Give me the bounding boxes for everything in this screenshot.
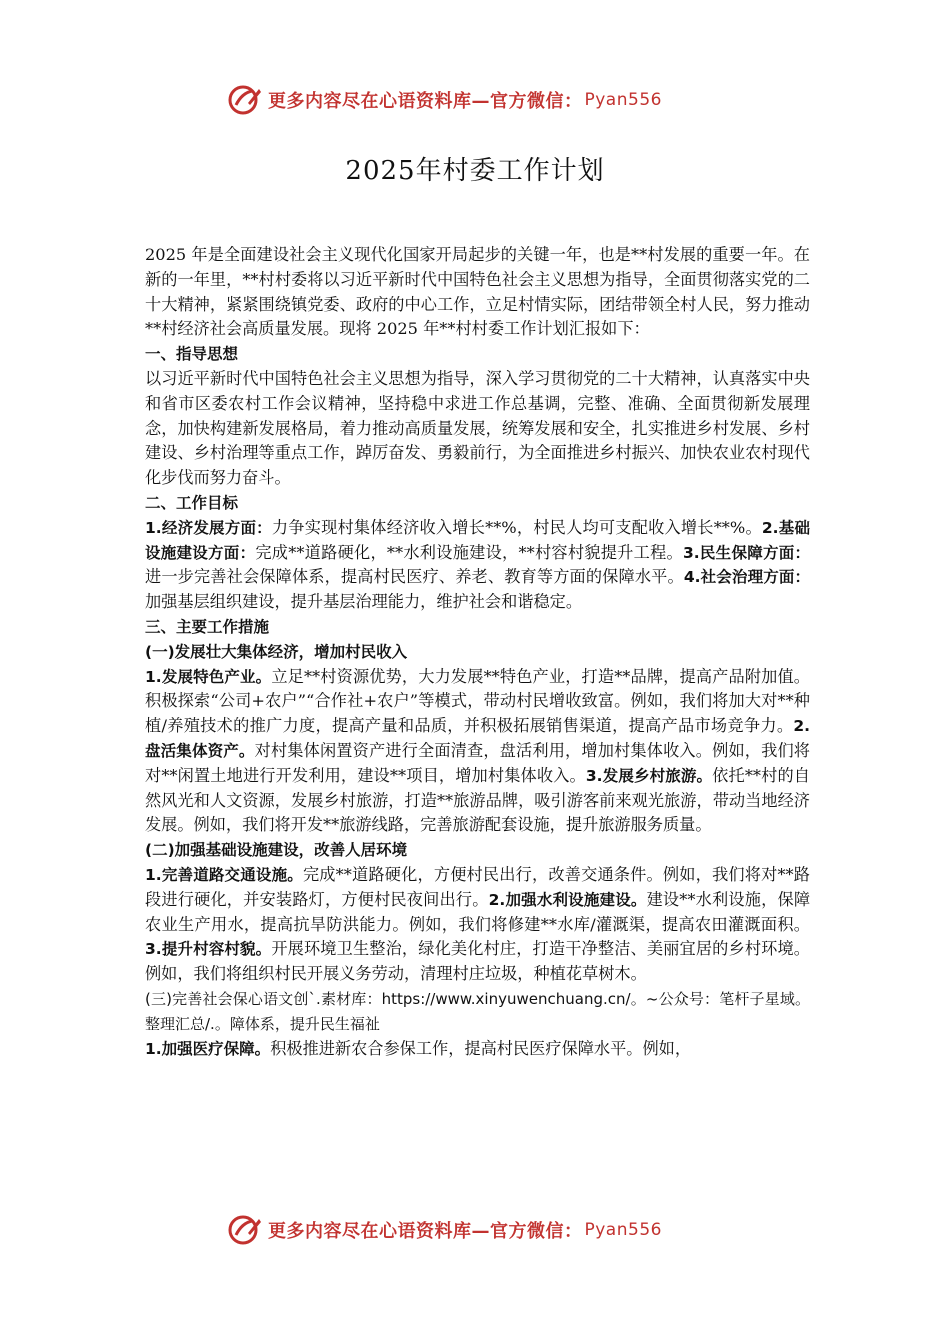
welfare-measures-paragraph: [145, 1037, 810, 1062]
economy-measures-paragraph: [145, 665, 810, 839]
subsection-heading-infrastructure: (二)加强基础设施建设，改善人居环境: [145, 841, 408, 860]
watermark-text: 更多内容尽在心语资料库—官方微信：: [268, 1221, 583, 1242]
goals-paragraph: [145, 516, 810, 615]
measure-tourism-label: 3.发展乡村旅游。: [585, 766, 713, 785]
goal-economy-text: 力争实现村集体经济收入增长**%，村民人均可支配收入增长**%。: [271, 517, 762, 537]
document-body: [145, 243, 810, 1061]
goal-infrastructure-label: 2.基础设施建设方面：: [145, 518, 810, 562]
infrastructure-measures-paragraph: [145, 863, 810, 987]
measure-roads-text: 完成**道路硬化，方便村民出行，改善交通条件。例如，我们将对**路段进行硬化，并安装路灯，方便村民夜间出行。: [145, 864, 810, 909]
watermark-footer: [228, 1210, 728, 1250]
goal-livelihood-text: 进一步完善社会保障体系，提高村民医疗、养老、教育等方面的保障水平。: [145, 567, 684, 587]
subsection-heading-welfare: [145, 987, 810, 1037]
welfare-heading-suffix: 。~公众号：笔杆子星域。整理汇总/.。障体系，提升民生福祉: [145, 989, 810, 1033]
measure-industry-label: 1.发展特色产业。: [145, 667, 272, 686]
measure-water-label: 2.加强水利设施建设。: [488, 890, 647, 909]
measure-assets-label: 2.盘活集体资产。: [145, 717, 810, 760]
goal-livelihood-label: 3.民生保障方面：: [682, 543, 810, 562]
measure-village-label: 3.提升村容村貌。: [145, 940, 272, 959]
measure-assets-text: 对村集体闲置资产进行全面清查，盘活利用，增加村集体收入。例如，我们将对**闲置土地进行开发利用，建设**项目，增加村集体收入。: [145, 740, 810, 785]
section-heading-goals: 二、工作目标: [145, 493, 239, 512]
watermark-wechat: Pyan556: [584, 90, 662, 110]
intro-paragraph: 2025 年是全面建设社会主义现代化国家开局起步的关键一年，也是**村发展的重要一年。在新的一年里，**村村委将以习近平新时代中国特色社会主义思想为指导，全面贯彻落实党的二十大精神，紧紧围绕镇党委、政府的中心工作，立足村情实际，团结带领全村人民，努力推动**村经济社会高质量发展。现将 2025 年**村村委工作计划汇报如下：: [145, 245, 810, 339]
pen-logo-icon: [228, 1213, 262, 1247]
measure-roads-label: 1.完善道路交通设施。: [145, 865, 303, 884]
guiding-thought-paragraph: 以习近平新时代中国特色社会主义思想为指导，深入学习贯彻党的二十大精神，认真落实中央和省市区委农村工作会议精神，坚持稳中求进工作总基调，完整、准确、全面贯彻新发展理念，加快构建新发展格局，着力推动高质量发展，统筹发展和安全，扎实推进乡村发展、乡村建设、乡村治理等重点工作，踔厉奋发、勇毅前行，为全面推进乡村振兴、加快农业农村现代化步伐而努力奋斗。: [145, 368, 810, 488]
measure-tourism-text: 依托**村的自然风光和人文资源，发展乡村旅游，打造**旅游品牌，吸引游客前来观光旅游，带动当地经济发展。例如，我们将开发**旅游线路，完善旅游配套设施，提升旅游服务质量。: [145, 765, 810, 835]
pen-logo-icon: [228, 83, 262, 117]
goal-governance-text: 加强基层组织建设，提升基层治理能力，维护社会和谐稳定。: [145, 592, 583, 612]
measure-medical-label: 1.加强医疗保障。: [145, 1039, 271, 1058]
page-title: 2025年村委工作计划: [345, 156, 605, 186]
watermark-wechat: Pyan556: [584, 1220, 662, 1240]
goal-economy-label: 1.经济发展方面：: [145, 518, 272, 537]
measure-medical-text: 积极推进新农合参保工作，提高村民医疗保障水平。例如，: [270, 1038, 692, 1058]
watermark-text: 更多内容尽在心语资料库—官方微信：: [268, 91, 583, 112]
measure-village-text: 开展环境卫生整治，绿化美化村庄，打造干净整洁、美丽宜居的乡村环境。例如，我们将组织村民开展义务劳动，清理村庄垃圾，种植花草树木。: [145, 939, 810, 984]
watermark-header: [228, 80, 728, 120]
subsection-heading-economy: (一)发展壮大集体经济，增加村民收入: [145, 642, 408, 661]
goal-infrastructure-text: 完成**道路硬化，**水利设施建设，**村容村貌提升工程。: [255, 542, 683, 562]
measure-water-text: 建设**水利设施，保障农业生产用水，提高抗旱防洪能力。例如，我们将修建**水库/灌溉渠，提高农田灌溉面积。: [145, 889, 811, 934]
section-heading-guiding-thought: 一、指导思想: [145, 345, 239, 364]
measure-industry-text: 立足**村资源优势，大力发展**特色产业，打造**品牌，提高产品附加值。积极探索“公司+农户”“合作社+农户”等模式，带动村民增收致富。例如，我们将加大对**种植/养殖技术的推广力度，提高产量和品质，并积极拓展销售渠道，提高产品市场竞争力。: [145, 666, 810, 736]
welfare-heading-prefix: (三)完善社会保心语文创`.素材库：: [145, 989, 382, 1008]
goal-governance-label: 4.社会治理方面：: [683, 568, 810, 587]
section-heading-measures: 三、主要工作措施: [145, 617, 270, 636]
source-url: https://www.xinyuwenchuang.cn/: [381, 989, 631, 1008]
